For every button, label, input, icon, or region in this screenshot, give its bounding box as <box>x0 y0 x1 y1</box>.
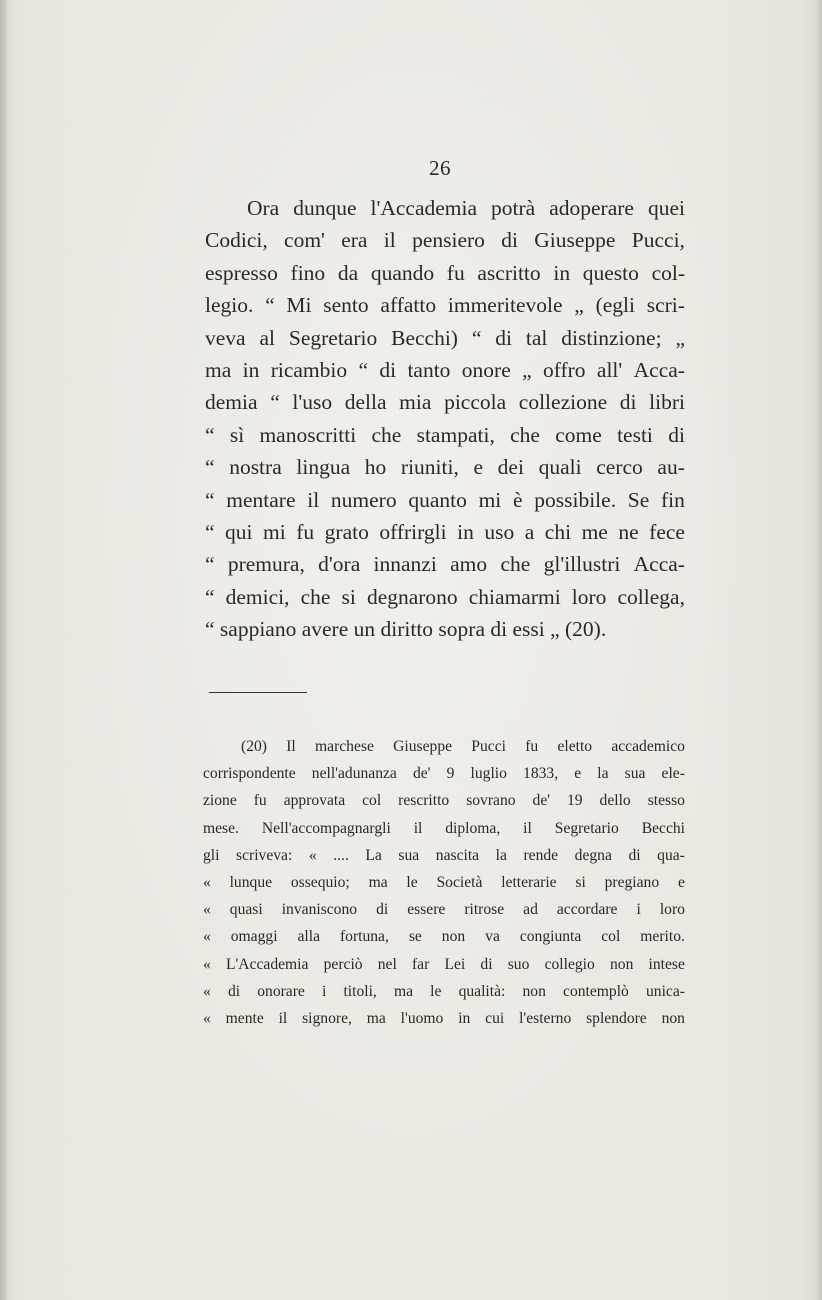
word: chi <box>544 519 572 544</box>
word: stesso <box>647 792 685 810</box>
word: quali <box>538 455 582 480</box>
word: mi <box>263 519 286 544</box>
word: qua- <box>657 846 685 864</box>
word: il <box>413 819 423 837</box>
word: piccola <box>444 390 507 415</box>
word: me <box>581 519 608 544</box>
word: corrispondente <box>203 765 296 783</box>
main-text-line <box>205 484 685 516</box>
word: sua <box>398 846 420 864</box>
word: Lei <box>444 955 466 973</box>
word: cerco <box>596 455 643 480</box>
word: quasi <box>229 901 263 919</box>
word: zione <box>203 792 237 810</box>
word: amo <box>450 552 488 577</box>
footnote-separator-rule <box>209 692 307 693</box>
word: i <box>636 901 641 919</box>
word: non <box>522 982 546 1000</box>
word: che <box>300 584 331 609</box>
word: immeritevole <box>447 293 563 318</box>
word: che <box>510 422 540 447</box>
word: gl'illustri <box>543 552 621 577</box>
word: possibile. <box>534 487 617 512</box>
word: fu <box>296 519 315 544</box>
word: fin <box>661 487 685 512</box>
word: « <box>203 982 211 1000</box>
word: stampati, <box>416 422 495 447</box>
word: adoperare <box>549 196 634 220</box>
word: „ <box>522 357 532 382</box>
word: sì <box>229 422 245 447</box>
word: premura, <box>227 552 305 577</box>
word: i <box>321 982 327 1000</box>
word: le <box>430 982 442 1000</box>
word: mese. <box>203 819 239 837</box>
word: in <box>553 260 571 285</box>
word: se <box>408 928 422 946</box>
word: fu <box>253 792 267 810</box>
word: e <box>574 765 582 783</box>
word: perciò <box>323 955 363 973</box>
word: mia <box>399 390 432 415</box>
main-text-block <box>205 192 685 645</box>
word: lunque <box>229 873 273 891</box>
word: “ <box>205 519 215 544</box>
word: nel <box>377 955 397 973</box>
word: dunque <box>293 196 357 220</box>
word: degna <box>574 846 612 864</box>
main-text-line <box>205 257 685 289</box>
word: alla <box>297 928 320 946</box>
word: di <box>501 228 518 253</box>
word: potrà <box>491 196 536 220</box>
word: di <box>668 422 685 447</box>
word: Se <box>627 487 650 512</box>
word: Nell'accompagnargli <box>261 819 391 837</box>
word: merito. <box>640 928 685 946</box>
word: au- <box>657 455 685 480</box>
word: qui <box>225 519 253 544</box>
word: ne <box>618 519 639 544</box>
footnote-line <box>203 733 685 760</box>
word: marchese <box>315 738 374 755</box>
word: contemplò <box>563 982 629 1000</box>
word: Codici, <box>205 228 268 253</box>
word: unica- <box>646 982 685 1000</box>
word: fortuna, <box>339 928 389 946</box>
word: ascritto <box>477 260 541 285</box>
word: dei <box>497 455 524 480</box>
word: mentare <box>226 487 296 512</box>
word: scri- <box>646 293 685 318</box>
word: va <box>485 928 500 946</box>
word: riuniti, <box>400 455 459 480</box>
word: Il <box>286 738 296 755</box>
word: degnarono <box>366 584 458 609</box>
word: Giuseppe <box>393 738 453 755</box>
word: rescritto <box>398 792 450 810</box>
word: legio. <box>205 293 254 318</box>
word: (20) <box>241 738 267 755</box>
word: “ <box>205 487 215 512</box>
word: espresso <box>205 260 278 285</box>
word: si <box>341 584 356 609</box>
word: cui <box>485 1009 505 1027</box>
word: .... <box>333 846 349 864</box>
word: essere <box>407 901 446 919</box>
word: mi <box>478 487 502 512</box>
word: 1833, <box>523 765 559 783</box>
word: 19 <box>567 792 583 810</box>
word: nostra <box>229 455 282 480</box>
word: di <box>619 390 637 415</box>
word: Becchi <box>641 819 685 837</box>
word: « <box>203 1009 211 1027</box>
word: Acca- <box>633 552 685 577</box>
word: veva <box>205 325 246 350</box>
word: ma <box>368 873 388 891</box>
word: “ <box>358 357 369 382</box>
footnote-block <box>203 733 685 1032</box>
footnote-line <box>203 815 685 842</box>
word: pensiero <box>412 228 485 253</box>
word: nell'adunanza <box>311 765 397 783</box>
word: “ <box>205 422 215 447</box>
word: il <box>523 819 532 837</box>
word: ele- <box>661 765 685 783</box>
main-text-line: “ sappiano avere un diritto sopra di essi „ (20). <box>205 617 607 642</box>
word: ricambio <box>270 357 348 382</box>
word: Mi <box>286 293 312 318</box>
main-text-line <box>205 224 685 256</box>
word: di <box>495 325 512 350</box>
word: Ora <box>247 196 280 220</box>
word: quando <box>370 260 435 285</box>
word: approvata <box>283 792 346 810</box>
footnote-line <box>203 842 685 869</box>
main-text-line <box>205 322 685 354</box>
word: dello <box>599 792 631 810</box>
word: quei <box>647 196 685 220</box>
main-text-line <box>205 354 685 386</box>
main-text-line <box>205 289 685 321</box>
word: fino <box>290 260 326 285</box>
footnote-line <box>203 1005 685 1032</box>
footnote-line <box>203 760 685 787</box>
word: questo <box>582 260 639 285</box>
word: il <box>307 487 320 512</box>
word: „ <box>574 293 584 318</box>
word: offro <box>542 357 586 382</box>
word: Acca- <box>633 357 685 382</box>
word: ritrose <box>464 901 505 919</box>
word: qualità: <box>458 982 506 1000</box>
word: la <box>597 765 609 783</box>
word: (egli <box>595 293 635 318</box>
word: di <box>379 357 397 382</box>
page-right-edge <box>816 0 822 1300</box>
word: affatto <box>380 293 437 318</box>
footnote-line <box>203 869 685 896</box>
word: « <box>308 846 317 864</box>
word: Becchi) <box>391 325 458 350</box>
word: della <box>344 390 387 415</box>
word: Pucci, <box>631 228 685 253</box>
word: non <box>661 1009 685 1027</box>
word: uso <box>484 519 515 544</box>
word: col <box>362 792 382 810</box>
word: offrirgli <box>379 519 447 544</box>
word: fu <box>446 260 465 285</box>
word: „ <box>675 325 685 350</box>
word: demici, <box>225 584 290 609</box>
word: far <box>411 955 430 973</box>
main-text-line <box>205 386 685 418</box>
word: de' <box>532 792 551 810</box>
word: all' <box>596 357 623 382</box>
word: loro <box>571 584 607 609</box>
word: d'ora <box>318 552 361 577</box>
word: lingua <box>296 455 351 480</box>
word: “ <box>265 293 275 318</box>
word: “ <box>205 584 215 609</box>
word: si <box>575 873 586 891</box>
word: collezione <box>518 390 608 415</box>
word: ho <box>364 455 387 480</box>
word: in <box>457 519 474 544</box>
word: ma <box>393 982 414 1000</box>
word: tal <box>525 325 548 350</box>
word: di <box>376 901 389 919</box>
footnote-line <box>203 896 685 923</box>
word: “ <box>270 390 280 415</box>
footnote-line <box>203 787 685 814</box>
word: tanto <box>407 357 451 382</box>
page-left-edge <box>0 0 8 1300</box>
word: ossequio; <box>290 873 350 891</box>
word: come <box>555 422 602 447</box>
word: collega, <box>617 584 685 609</box>
word: “ <box>205 552 215 577</box>
word: signore, <box>302 1009 352 1027</box>
main-text-line <box>205 516 685 548</box>
word: non <box>441 928 466 946</box>
word: de' <box>412 765 431 783</box>
word: l'uso <box>292 390 333 415</box>
word: “ <box>471 325 482 350</box>
word: a <box>524 519 535 544</box>
word: suo <box>507 955 530 973</box>
word: collegio <box>544 955 595 973</box>
word: e <box>677 873 685 891</box>
word: onore <box>461 357 511 382</box>
word: grato <box>324 519 369 544</box>
word: di <box>227 982 241 1000</box>
word: fece <box>649 519 685 544</box>
word: scriveva: <box>236 846 293 864</box>
word: distinzione; <box>561 325 662 350</box>
main-text-line <box>205 548 685 580</box>
word: in <box>458 1009 471 1027</box>
word: Società <box>436 873 483 891</box>
main-text-line <box>205 451 685 483</box>
word: rende <box>523 846 559 864</box>
word: di <box>480 955 493 973</box>
footnote-line <box>203 951 685 978</box>
word: demia <box>205 390 258 415</box>
word: e <box>473 455 484 480</box>
word: luglio <box>470 765 507 783</box>
word: pregiano <box>604 873 660 891</box>
word: sento <box>323 293 369 318</box>
word: omaggi <box>230 928 278 946</box>
word: gli <box>203 846 220 864</box>
word: congiunta <box>519 928 582 946</box>
word: L'Accademia <box>225 955 309 973</box>
word: col <box>601 928 621 946</box>
word: quanto <box>408 487 467 512</box>
word: La <box>365 846 382 864</box>
word: sovrano <box>466 792 516 810</box>
word: è <box>512 487 523 512</box>
word: splendore <box>586 1009 647 1027</box>
word: al <box>259 325 275 350</box>
word: Pucci <box>471 738 506 755</box>
word: « <box>203 873 211 891</box>
word: di <box>628 846 641 864</box>
footnote-line <box>203 978 685 1005</box>
word: 9 <box>446 765 455 783</box>
word: diploma, <box>445 819 501 837</box>
word: manoscritti <box>259 422 357 447</box>
word: eletto <box>557 738 593 755</box>
word: sua <box>624 765 646 783</box>
word: mente <box>225 1009 264 1027</box>
word: innanzi <box>373 552 437 577</box>
word: Segretario <box>288 325 378 350</box>
word: da <box>337 260 359 285</box>
word: com' <box>284 228 325 253</box>
word: che <box>500 552 531 577</box>
word: loro <box>659 901 685 919</box>
main-text-line <box>205 419 685 451</box>
word: col- <box>651 260 685 285</box>
word: le <box>406 873 418 891</box>
word: ma <box>205 357 232 382</box>
word: « <box>203 955 211 973</box>
word: titoli, <box>343 982 377 1000</box>
word: in <box>242 357 260 382</box>
word: che <box>371 422 402 447</box>
word: letterarie <box>501 873 557 891</box>
word: chiamarmi <box>468 584 561 609</box>
word: libri <box>649 390 685 415</box>
word: invaniscono <box>281 901 358 919</box>
word: Segretario <box>554 819 619 837</box>
word: testi <box>617 422 653 447</box>
page-number: 26 <box>429 156 451 180</box>
word: numero <box>330 487 397 512</box>
word: nascita <box>435 846 480 864</box>
word: ad <box>523 901 538 919</box>
word: l'Accademia <box>370 196 478 220</box>
word: era <box>341 228 368 253</box>
word: l'esterno <box>519 1009 572 1027</box>
word: ma <box>366 1009 386 1027</box>
footnote-line <box>203 923 685 950</box>
word: accademico <box>611 738 685 755</box>
word: « <box>203 901 211 919</box>
word: il <box>278 1009 288 1027</box>
word: fu <box>525 738 539 755</box>
word: onorare <box>257 982 305 1000</box>
word: intese <box>648 955 685 973</box>
word: Giuseppe <box>534 228 616 253</box>
main-text-line <box>205 192 685 224</box>
word: la <box>495 846 507 864</box>
word: accordare <box>556 901 618 919</box>
main-text-line <box>205 581 685 613</box>
word: non <box>609 955 634 973</box>
word: il <box>383 228 396 253</box>
word: « <box>203 928 211 946</box>
word: “ <box>205 455 215 480</box>
word: l'uomo <box>400 1009 444 1027</box>
